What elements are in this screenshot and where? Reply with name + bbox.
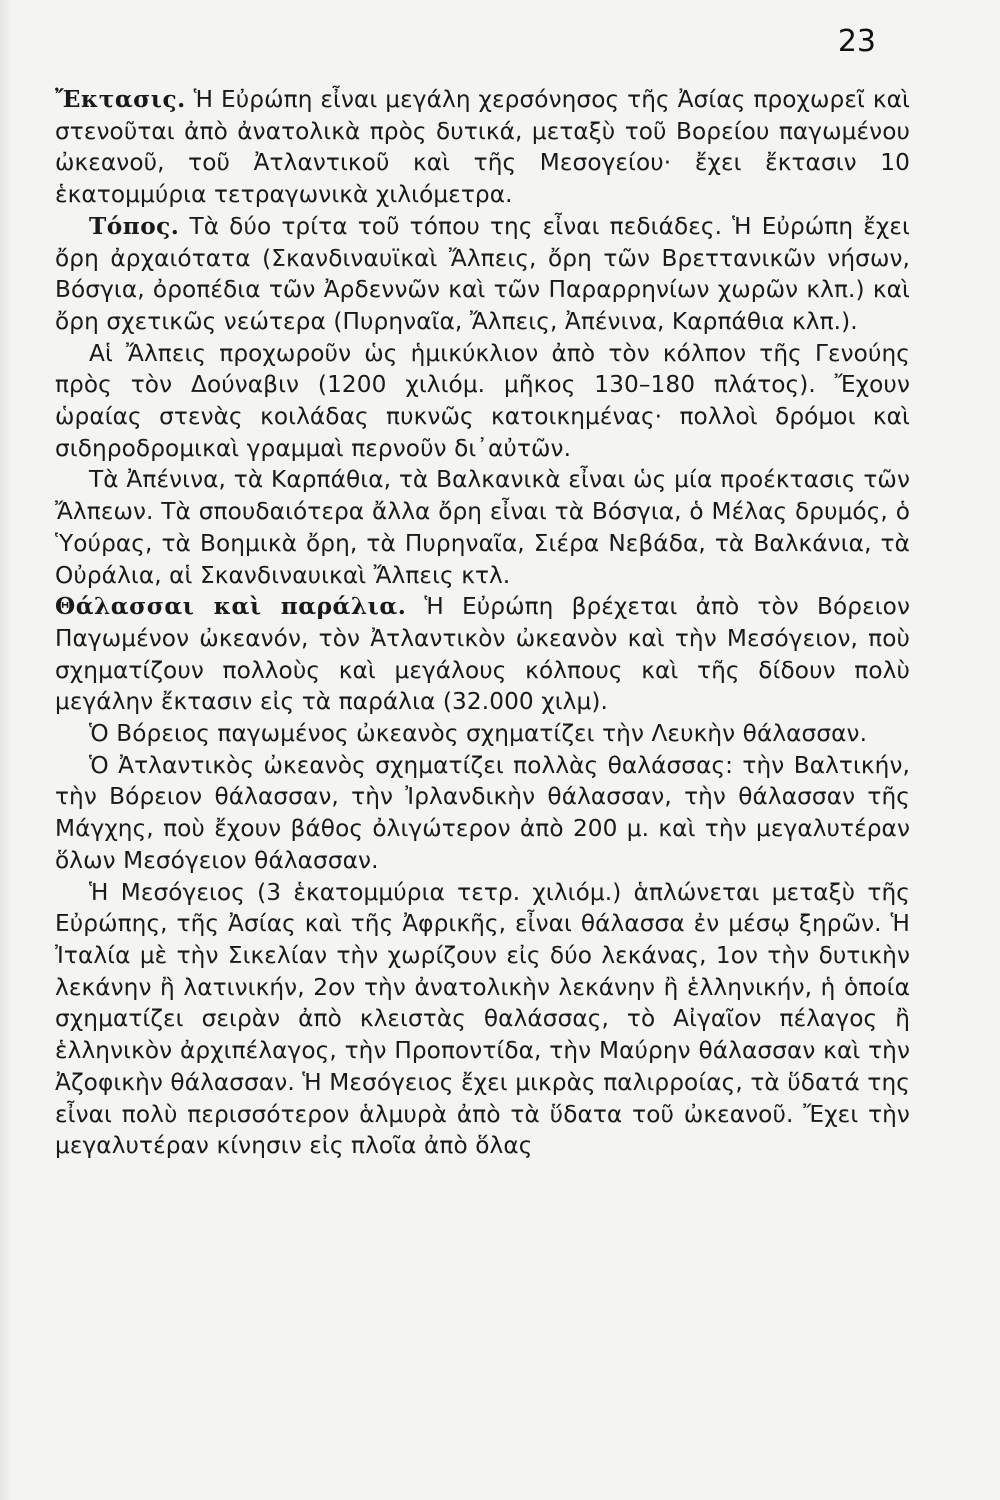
section-heading-terrain: Τόπος.	[89, 212, 180, 240]
paragraph-mountains: Τὰ Ἀπένινα, τὰ Καρπάθια, τὰ Βαλκανικὰ εἶναι ὡς μία προέκτασις τῶν Ἄλπεων. Τὰ σπουδαιότερα ἄλλα ὄρη εἶναι τὰ Βόσγια, ὁ Μέλας δρυμός, ὁ Ὑούρας, τὰ Βοημικὰ ὄρη, τὰ Πυρηναῖα, Σιέρα Νεβάδα, τὰ Βαλκάνια, τὰ Οὐράλια, αἱ Σκανδιναυικαὶ Ἄλπεις κτλ.	[55, 466, 910, 589]
paragraph-terrain	[55, 211, 910, 338]
paragraph-arctic: Ὁ Βόρειος παγωμένος ὠκεανὸς σχηματίζει τὴν Λευκὴν θάλασσαν.	[89, 720, 868, 748]
paragraph-extent	[55, 84, 910, 211]
paragraph-text: Ἡ Εὐρώπη βρέχεται ἀπὸ τὸν Βόρειον Παγωμένον ὠκεανόν, τὸν Ἀτλαντικὸν ὠκεανὸν καὶ τὴν Μεσόγειον, ποὺ σχηματίζουν πολλοὺς καὶ μεγάλους κόλπους καὶ τῆς δίδουν πολὺ μεγάλην ἔκτασιν εἰς τὰ παράλια (32.000 χιλμ).	[55, 593, 910, 716]
section-heading-extent: Ἔκτασις.	[55, 86, 186, 113]
page-number: 23	[837, 24, 876, 59]
paragraph-text: Ἡ Εὐρώπη εἶναι μεγάλη χερσόνησος τῆς Ἀσίας προχωρεῖ καὶ στενοῦται ἀπὸ ἀνατολικὰ πρὸς δυτικά, μεταξὺ τοῦ Βορείου παγωμένου ὠκεανοῦ, τοῦ Ἀτλαντικοῦ καὶ τῆς Μεσογείου· ἔχει ἔκτασιν 10 ἑκατομμύρια τετραγωνικὰ χιλιόμετρα.	[55, 86, 910, 209]
paragraph-mediterranean: Ἡ Μεσόγειος (3 ἑκατομμύρια τετρ. χιλιόμ.) ἁπλώνεται μεταξὺ τῆς Εὐρώπης, τῆς Ἀσίας καὶ τῆς Ἀφρικῆς, εἶναι θάλασσα ἐν μέσῳ ξηρῶν. Ἡ Ἰταλία μὲ τὴν Σικελίαν τὴν χωρίζουν εἰς δύο λεκάνας, 1ον τὴν δυτικὴν λεκάνην ἢ λατινικήν, 2ον τὴν ἀνατολικὴν λεκάνην ἢ ἑλληνικήν, ἡ ὁποία σχηματίζει σειρὰν ἀπὸ κλειστὰς θαλάσσας, τὸ Αἰγαῖον πέλαγος ἢ ἑλληνικὸν ἀρχιπέλαγος, τὴν Προποντίδα, τὴν Μαύρην θάλασσαν καὶ τὴν Ἀζοφικὴν θάλασσαν. Ἡ Μεσόγειος ἔχει μικρὰς παλιρροίας, τὰ ὕδατά της εἶναι πολὺ περισσότερον ἁλμυρὰ ἀπὸ τὰ ὕδατα τοῦ ὠκεανοῦ. Ἔχει τὴν μεγαλυτέραν κίνησιν εἰς πλοῖα ἀπὸ ὅλας	[55, 878, 910, 1160]
section-heading-seas: Θάλασσαι καὶ παράλια.	[55, 593, 407, 621]
page-body	[55, 84, 910, 1162]
paragraph-alps: Αἱ Ἄλπεις προχωροῦν ὡς ἡμικύκλιον ἀπὸ τὸν κόλπον τῆς Γενούης πρὸς τὸν Δούναβιν (1200 χιλιόμ. μῆκος 130–180 πλάτος). Ἔχουν ὡραίας στενὰς κοιλάδας πυκνῶς κατοικημένας· πολλοὶ δρόμοι καὶ σιδηροδρομικαὶ γραμμαὶ περνοῦν δι᾿αὐτῶν.	[55, 339, 910, 462]
paragraph-atlantic: Ὁ Ἀτλαντικὸς ὠκεανὸς σχηματίζει πολλὰς θαλάσσας: τὴν Βαλτικήν, τὴν Βόρειον θάλασσαν, τὴν Ἰρλανδικὴν θάλασσαν, τὴν θάλασσαν τῆς Μάγχης, ποὺ ἔχουν βάθος ὀλιγώτερον ἀπὸ 200 μ. καὶ τὴν μεγαλυτέραν ὅλων Μεσόγειον θάλασσαν.	[55, 751, 910, 874]
paragraph-text: Τὰ δύο τρίτα τοῦ τόπου της εἶναι πεδιάδες. Ἡ Εὐρώπη ἔχει ὄρη ἀρχαιότατα (Σκανδιναυϊκαὶ Ἄλπεις, ὄρη τῶν Βρεττανικῶν νήσων, Βόσγια, ὀροπέδια τῶν Ἀρδεννῶν καὶ τῶν Παραρρηνίων χωρῶν κλπ.) καὶ ὄρη σχετικῶς νεώτερα (Πυρηναῖα, Ἄλπεις, Ἀπένινα, Καρπάθια κλπ.).	[55, 212, 910, 335]
page-edge-shadow	[0, 0, 12, 1500]
paragraph-seas	[55, 591, 910, 718]
